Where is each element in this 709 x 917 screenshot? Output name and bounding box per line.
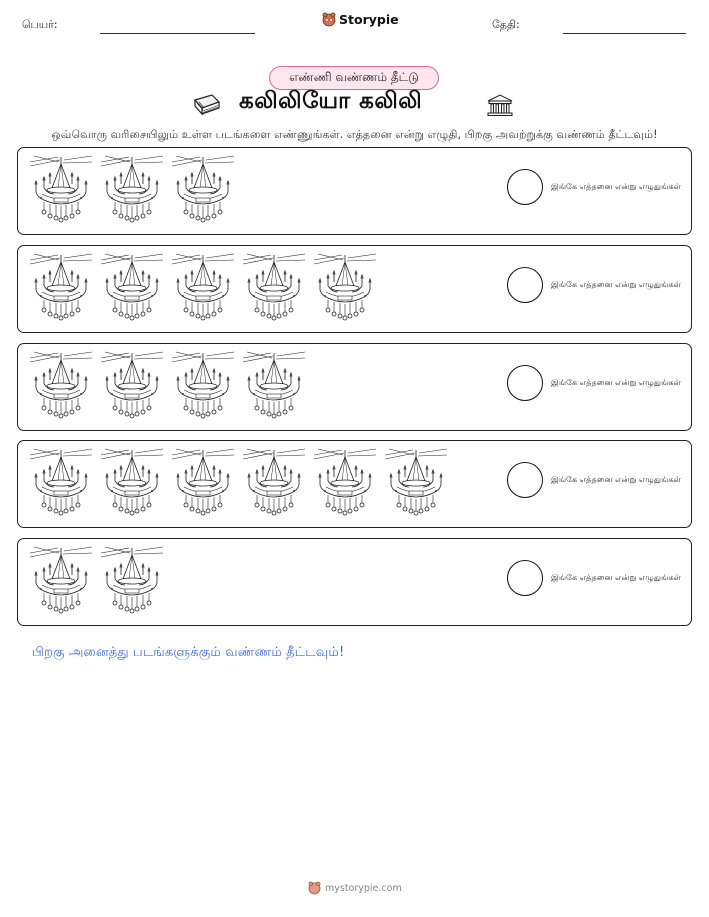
storypie-mascot-icon [308,881,321,895]
chandelier-icon [101,447,163,517]
chandelier-icon [172,350,234,420]
chandelier-icon [30,350,92,420]
chandelier-icon [314,447,376,517]
answer-label: இங்கே எத்தனை என்று எழுதுங்கள் [551,572,681,582]
chandelier-icon [243,447,305,517]
answer-circle[interactable] [507,365,543,401]
count-row-1 [17,147,692,235]
chandelier-icon [30,252,92,322]
answer-circle[interactable] [507,267,543,303]
book-icon [192,92,222,118]
count-row-2 [17,245,692,333]
date-field[interactable] [563,33,686,34]
name-label: பெயர்: [22,18,58,31]
instructions: ஒவ்வொரு வரிசையிலும் உள்ள படங்களை எண்ணுங்கள். எத்தனை என்று எழுதி, பிறகு அவற்றுக்கு வண்ணம் தீட்டவும்! [51,128,658,141]
chandelier-icon [172,154,234,224]
chandelier-icon [314,252,376,322]
closing-note: பிறகு அனைத்து படங்களுக்கும் வண்ணம் தீட்டவும்! [32,645,345,660]
chandelier-icon [101,545,163,615]
chandelier-icon [385,447,447,517]
chandelier-icon [30,545,92,615]
chandelier-icon [243,252,305,322]
date-label: தேதி: [492,18,520,31]
name-field[interactable] [100,33,255,34]
chandelier-icon [30,447,92,517]
brand-name: Storypie [339,12,399,27]
site-url: mystorypie.com [325,882,402,894]
chandelier-icon [101,154,163,224]
museum-icon [486,93,514,117]
answer-label: இங்கே எத்தனை என்று எழுதுங்கள் [551,377,681,387]
answer-label: இங்கே எத்தனை என்று எழுதுங்கள் [551,181,681,191]
badge-label: எண்ணி வண்ணம் தீட்டு [289,70,419,84]
worksheet-type-badge [269,66,439,90]
page-title: கலிலியோ கலிலி [239,88,423,114]
chandelier-icon [101,350,163,420]
brand-logo [322,12,399,27]
chandelier-icon [172,447,234,517]
count-row-4 [17,440,692,528]
chandelier-icon [30,154,92,224]
chandelier-icon [172,252,234,322]
storypie-mascot-icon [322,12,336,27]
chandelier-icon [101,252,163,322]
site-footer [308,881,402,895]
count-row-3 [17,343,692,431]
answer-circle[interactable] [507,169,543,205]
answer-label: இங்கே எத்தனை என்று எழுதுங்கள் [551,279,681,289]
chandelier-icon [243,350,305,420]
answer-label: இங்கே எத்தனை என்று எழுதுங்கள் [551,474,681,484]
answer-circle[interactable] [507,560,543,596]
answer-circle[interactable] [507,462,543,498]
title-row [0,88,709,124]
count-row-5 [17,538,692,626]
